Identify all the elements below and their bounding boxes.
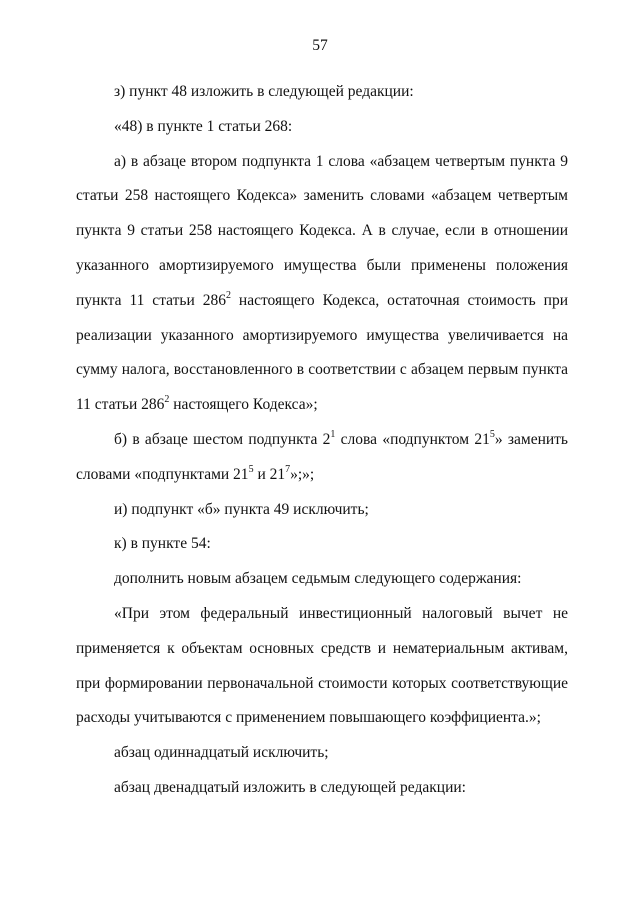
page-number: 57 [312,37,328,54]
paragraph-exclude-eleventh: абзац одиннадцатый исключить; [114,744,329,762]
document-body [76,75,568,806]
paragraph-a-text-2: настоящего Кодекса, остаточная стоимость при реализации указанного амортизируемого имущества увеличивается на сумму налога, восстановленного в соответствии с абзацем первым пункта 11 статьи 286 [76,291,568,414]
paragraph-b-subparagraph-2 [76,423,568,493]
paragraph-k-item-54: к) в пункте 54: [114,535,211,553]
superscript-21-7: 7 [285,463,291,475]
paragraph-b-text-2: слова «подпунктом 21 [335,430,490,448]
superscript-2-1: 1 [330,428,336,440]
paragraph-twelfth-new-edition: абзац двенадцатый изложить в следующей редакции: [114,778,466,796]
paragraph-a-text-1: а) в абзаце втором подпункта 1 слова «абзацем четвертым пункта 9 статьи 258 настоящего Кодекса» заменить словами «абзацем четвертым пункта 9 статьи 258 настоящего Кодекса. А в случае, если в отношении указанного амортизируемого имущества были применены положения пункта 11 статьи 286 [76,152,568,309]
paragraph-a-text-3: настоящего Кодекса»; [169,396,318,414]
paragraph-z-item-48: з) пункт 48 изложить в следующей редакции: [114,83,414,100]
paragraph-b-text-3: » заменить словами «подпунктами 21 [76,430,569,483]
paragraph-i-item-49: и) подпункт «б» пункта 49 исключить; [114,500,369,518]
paragraph-b-text-5: »;»; [290,465,315,483]
paragraph-b-text-4: и 21 [253,465,286,483]
superscript-286-first: 2 [225,289,231,301]
paragraph-a-subparagraph-1 [76,145,568,423]
superscript-21-5-first: 5 [489,428,495,440]
paragraph-add-seventh: дополнить новым абзацем седьмым следующего содержания: [114,570,522,588]
paragraph-item-48-point-1: «48) в пункте 1 статьи 268: [114,117,293,135]
paragraph-b-text-1: б) в абзаце шестом подпункта 2 [114,430,331,448]
superscript-286-second: 2 [164,394,170,406]
paragraph-quote-investment-deduction: «При этом федеральный инвестиционный налоговый вычет не применяется к объектам основных средств и нематериальным активам, при формировании первоначальной стоимости которых соответствующие расходы учитываются с применением повышающего коэффициента.»; [76,604,568,727]
superscript-21-5-second: 5 [248,463,254,475]
